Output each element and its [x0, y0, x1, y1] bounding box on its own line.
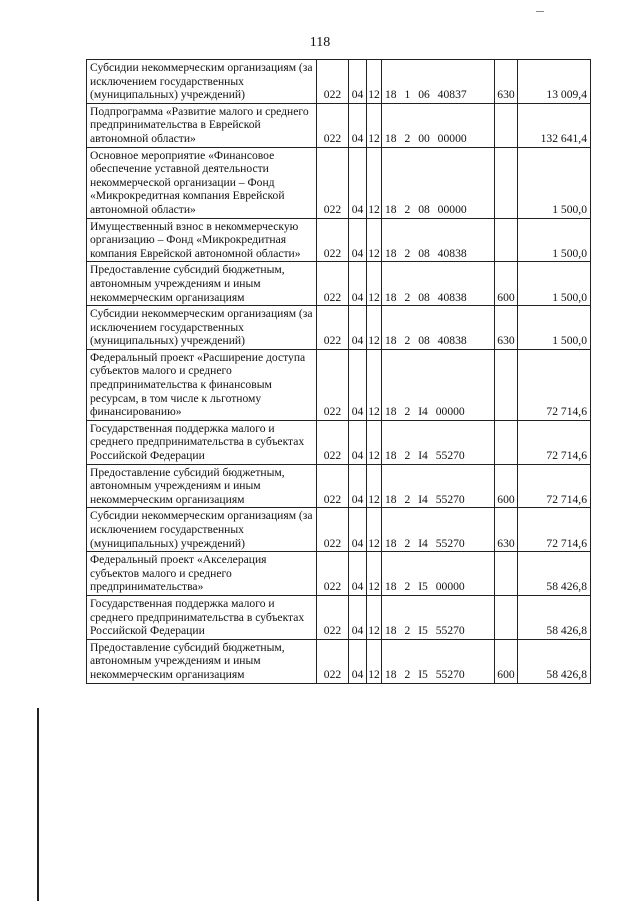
target-article-cell: 18 2 08 40838 — [382, 218, 495, 262]
section-code-cell: 04 — [349, 103, 367, 147]
expense-type-cell — [495, 147, 518, 218]
table-row — [87, 306, 591, 350]
row-name-cell: Государственная поддержка малого и среднего предпринимательства в субъектах Российской Федерации — [87, 420, 317, 464]
subsection-code-cell: 12 — [367, 552, 382, 596]
target-article-cell: 18 2 08 00000 — [382, 147, 495, 218]
amount-cell: 72 714,6 — [518, 508, 591, 552]
row-name-cell: Имущественный взнос в некоммерческую организацию – Фонд «Микрокредитная компания Еврейской автономной области» — [87, 218, 317, 262]
table-body — [87, 60, 591, 684]
ministry-code-cell: 022 — [317, 147, 349, 218]
section-code-cell: 04 — [349, 552, 367, 596]
row-name-cell: Предоставление субсидий бюджетным, автономным учреждениям и иным некоммерческим организациям — [87, 639, 317, 683]
amount-cell: 58 426,8 — [518, 639, 591, 683]
expense-type-cell — [495, 349, 518, 420]
section-code-cell: 04 — [349, 349, 367, 420]
target-article-cell: 18 2 08 40838 — [382, 262, 495, 306]
expense-type-cell: 600 — [495, 464, 518, 508]
amount-cell: 72 714,6 — [518, 420, 591, 464]
amount-cell: 132 641,4 — [518, 103, 591, 147]
page-number: 118 — [309, 35, 331, 50]
amount-cell: 1 500,0 — [518, 218, 591, 262]
expense-type-cell — [495, 218, 518, 262]
target-article-cell: 18 1 06 40837 — [382, 60, 495, 104]
table-row — [87, 147, 591, 218]
target-article-cell: 18 2 I4 55270 — [382, 508, 495, 552]
target-article-cell: 18 2 I4 55270 — [382, 464, 495, 508]
ministry-code-cell: 022 — [317, 103, 349, 147]
table-row — [87, 218, 591, 262]
amount-cell: 13 009,4 — [518, 60, 591, 104]
subsection-code-cell: 12 — [367, 262, 382, 306]
expense-type-cell: 600 — [495, 639, 518, 683]
amount-cell: 72 714,6 — [518, 349, 591, 420]
table-row — [87, 103, 591, 147]
table-row — [87, 420, 591, 464]
amount-cell: 1 500,0 — [518, 306, 591, 350]
section-code-cell: 04 — [349, 306, 367, 350]
subsection-code-cell: 12 — [367, 639, 382, 683]
expense-type-cell: 630 — [495, 60, 518, 104]
target-article-cell: 18 2 I5 55270 — [382, 639, 495, 683]
target-article-cell: 18 2 00 00000 — [382, 103, 495, 147]
subsection-code-cell: 12 — [367, 464, 382, 508]
expense-type-cell: 630 — [495, 508, 518, 552]
row-name-cell: Подпрограмма «Развитие малого и среднего предпринимательства в Еврейской автономной области» — [87, 103, 317, 147]
row-name-cell: Федеральный проект «Акселерация субъектов малого и среднего предпринимательства» — [87, 552, 317, 596]
section-code-cell: 04 — [349, 420, 367, 464]
ministry-code-cell: 022 — [317, 508, 349, 552]
expense-type-cell: 630 — [495, 306, 518, 350]
ministry-code-cell: 022 — [317, 464, 349, 508]
ministry-code-cell: 022 — [317, 262, 349, 306]
section-code-cell: 04 — [349, 639, 367, 683]
row-name-cell: Основное мероприятие «Финансовое обеспечение уставной деятельности некоммерческой организации – Фонд «Микрокредитная компания Еврейской автономной области» — [87, 147, 317, 218]
ministry-code-cell: 022 — [317, 349, 349, 420]
ministry-code-cell: 022 — [317, 306, 349, 350]
amount-cell: 72 714,6 — [518, 464, 591, 508]
ministry-code-cell: 022 — [317, 552, 349, 596]
section-code-cell: 04 — [349, 595, 367, 639]
subsection-code-cell: 12 — [367, 103, 382, 147]
ministry-code-cell: 022 — [317, 218, 349, 262]
margin-binding-line — [37, 708, 39, 901]
section-code-cell: 04 — [349, 262, 367, 306]
row-name-cell: Предоставление субсидий бюджетным, автономным учреждениям и иным некоммерческим организациям — [87, 464, 317, 508]
row-name-cell: Предоставление субсидий бюджетным, автономным учреждениям и иным некоммерческим организациям — [87, 262, 317, 306]
subsection-code-cell: 12 — [367, 306, 382, 350]
target-article-cell: 18 2 I5 00000 — [382, 552, 495, 596]
section-code-cell: 04 — [349, 218, 367, 262]
row-name-cell: Федеральный проект «Расширение доступа субъектов малого и среднего предпринимательства к финансовым ресурсам, в том числе к льготному финансированию» — [87, 349, 317, 420]
row-name-cell: Субсидии некоммерческим организациям (за исключением государственных (муниципальных) учреждений) — [87, 60, 317, 104]
table-row — [87, 595, 591, 639]
expense-type-cell — [495, 552, 518, 596]
table-row — [87, 639, 591, 683]
table-row — [87, 464, 591, 508]
amount-cell: 58 426,8 — [518, 552, 591, 596]
section-code-cell: 04 — [349, 60, 367, 104]
subsection-code-cell: 12 — [367, 595, 382, 639]
target-article-cell: 18 2 I4 00000 — [382, 349, 495, 420]
ministry-code-cell: 022 — [317, 595, 349, 639]
table-row — [87, 60, 591, 104]
subsection-code-cell: 12 — [367, 218, 382, 262]
corner-mark — [536, 11, 544, 12]
section-code-cell: 04 — [349, 464, 367, 508]
table-row — [87, 508, 591, 552]
target-article-cell: 18 2 I5 55270 — [382, 595, 495, 639]
amount-cell: 58 426,8 — [518, 595, 591, 639]
expense-type-cell: 600 — [495, 262, 518, 306]
row-name-cell: Государственная поддержка малого и среднего предпринимательства в субъектах Российской Федерации — [87, 595, 317, 639]
subsection-code-cell: 12 — [367, 508, 382, 552]
subsection-code-cell: 12 — [367, 147, 382, 218]
amount-cell: 1 500,0 — [518, 262, 591, 306]
expense-type-cell — [495, 595, 518, 639]
target-article-cell: 18 2 I4 55270 — [382, 420, 495, 464]
ministry-code-cell: 022 — [317, 639, 349, 683]
table-row — [87, 349, 591, 420]
ministry-code-cell: 022 — [317, 420, 349, 464]
subsection-code-cell: 12 — [367, 420, 382, 464]
section-code-cell: 04 — [349, 147, 367, 218]
table-row — [87, 262, 591, 306]
row-name-cell: Субсидии некоммерческим организациям (за исключением государственных (муниципальных) учреждений) — [87, 508, 317, 552]
section-code-cell: 04 — [349, 508, 367, 552]
row-name-cell: Субсидии некоммерческим организациям (за исключением государственных (муниципальных) учреждений) — [87, 306, 317, 350]
table-row — [87, 552, 591, 596]
expense-type-cell — [495, 103, 518, 147]
expense-type-cell — [495, 420, 518, 464]
budget-table — [86, 59, 591, 684]
subsection-code-cell: 12 — [367, 349, 382, 420]
target-article-cell: 18 2 08 40838 — [382, 306, 495, 350]
subsection-code-cell: 12 — [367, 60, 382, 104]
amount-cell: 1 500,0 — [518, 147, 591, 218]
ministry-code-cell: 022 — [317, 60, 349, 104]
